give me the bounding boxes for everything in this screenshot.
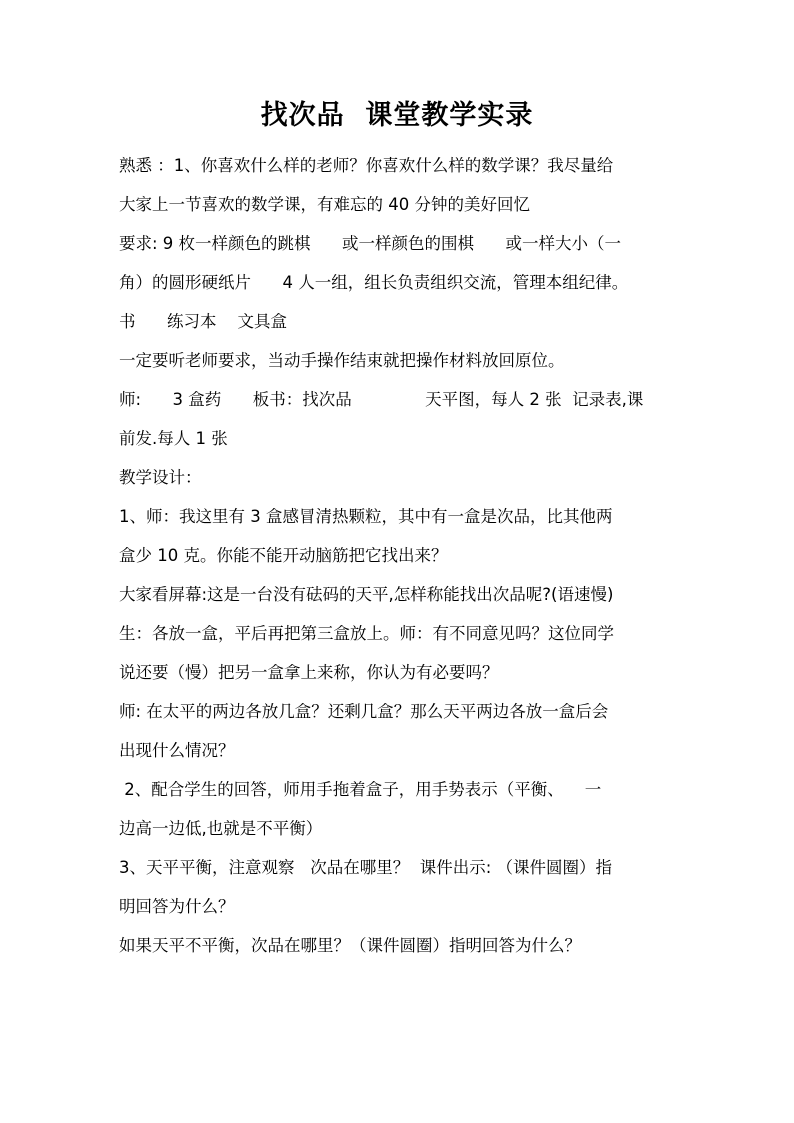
body-line: 要求: 9 枚一样颜色的跳棋 或一样颜色的围棋 或一样大小（一 [119, 234, 621, 253]
section-heading: 教学设计： [119, 468, 202, 487]
body-line: 明回答为什么？ [119, 897, 235, 916]
body-line: 盒少 10 克。你能不能开动脑筋把它找出来？ [119, 546, 448, 565]
body-line: 出现什么情况？ [119, 741, 235, 760]
document-body [119, 146, 679, 965]
body-line: 一定要听老师要求，当动手操作结束就把操作材料放回原位。 [119, 351, 565, 370]
body-line: 边高一边低,也就是不平衡） [119, 819, 323, 838]
body-line: 2、配合学生的回答，师用手拖着盒子，用手势表示（平衡、 一 [119, 780, 602, 799]
document-title: 找次品 课堂教学实录 [260, 100, 534, 131]
body-line: 师: 3 盒药 板书：找次品 天平图，每人 2 张 记录表,课 [119, 390, 644, 409]
body-line: 3、天平平衡，注意观察 次品在哪里？ 课件出示: （课件圆圈）指 [119, 858, 613, 877]
body-line: 1、师：我这里有 3 盒感冒清热颗粒，其中有一盒是次品，比其他两 [119, 507, 613, 526]
body-line: 师: 在太平的两边各放几盒？还剩几盒？那么天平两边各放一盒后会 [119, 702, 609, 721]
body-line: 角）的圆形硬纸片 4 人一组，组长负责组织交流，管理本组纪律。 [119, 273, 629, 292]
body-line: 大家上一节喜欢的数学课，有难忘的 40 分钟的美好回忆 [119, 195, 530, 214]
body-line: 前发.每人 1 张 [119, 429, 228, 448]
body-line: 生：各放一盒，平后再把第三盒放上。师：有不同意见吗？这位同学 [119, 624, 614, 643]
body-line: 说还要（慢）把另一盒拿上来称，你认为有必要吗？ [119, 663, 499, 682]
body-line: 大家看屏幕:这是一台没有砝码的天平,怎样称能找出次品呢?(语速慢) [119, 585, 614, 604]
body-line: 熟悉 ：1、你喜欢什么样的老师？你喜欢什么样的数学课？我尽量给 [119, 156, 614, 175]
body-line: 书 练习本 文具盒 [119, 312, 287, 331]
body-line: 如果天平不平衡，次品在哪里？（课件圆圈）指明回答为什么？ [119, 936, 581, 955]
